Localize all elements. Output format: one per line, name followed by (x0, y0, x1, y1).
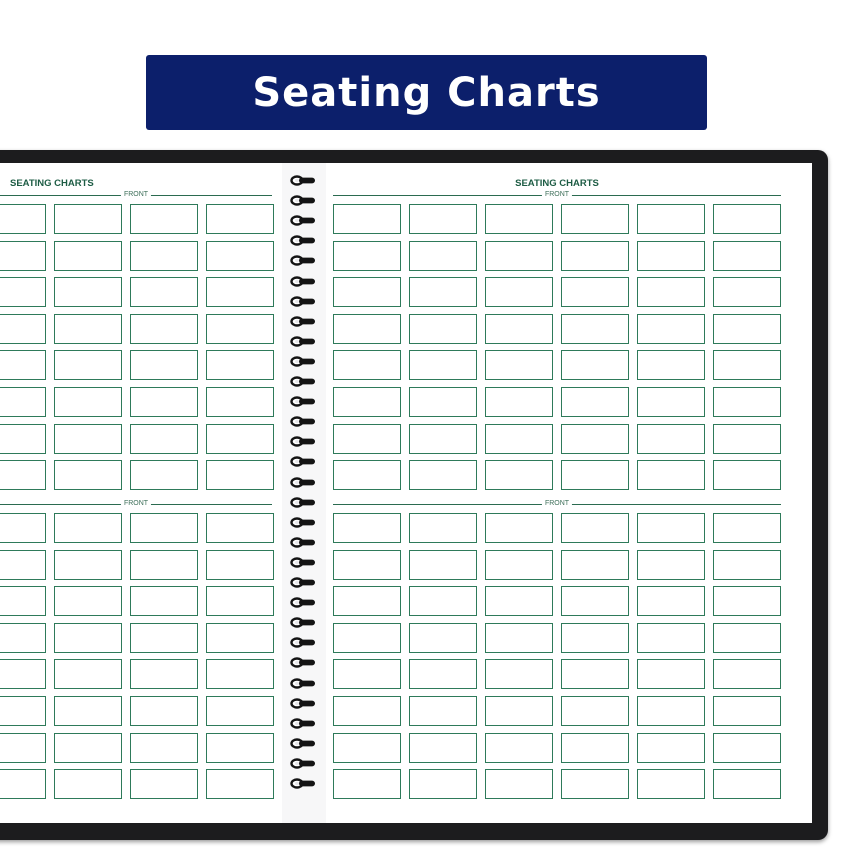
seat-box (485, 586, 553, 616)
seat-box (0, 460, 46, 490)
left-bottom-front-rule (0, 499, 272, 509)
seat-box (485, 387, 553, 417)
seat-box (713, 696, 781, 726)
seat-box (561, 733, 629, 763)
seat-box (561, 769, 629, 799)
seat-box (561, 424, 629, 454)
seat-box (485, 550, 553, 580)
front-label: FRONT (121, 499, 151, 509)
seat-box (485, 733, 553, 763)
seat-box (333, 277, 401, 307)
seat-box (713, 586, 781, 616)
seat-box (409, 424, 477, 454)
spiral-coil (290, 234, 317, 247)
seat-box (713, 424, 781, 454)
seat-box (130, 314, 198, 344)
seat-box (713, 460, 781, 490)
seat-box (0, 769, 46, 799)
seat-box (130, 659, 198, 689)
left-page-title: SEATING CHARTS (10, 178, 94, 189)
spiral-coil (290, 435, 317, 448)
seat-box (561, 586, 629, 616)
seat-box (409, 659, 477, 689)
spiral-coil (290, 275, 317, 288)
seat-box (713, 277, 781, 307)
spiral-coil (290, 516, 317, 529)
banner-title: Seating Charts (252, 69, 601, 116)
seat-box (333, 241, 401, 271)
spiral-coil (290, 375, 317, 388)
seat-box (0, 513, 46, 543)
seat-box (485, 204, 553, 234)
seat-box (130, 460, 198, 490)
seat-box (637, 241, 705, 271)
seat-box (561, 460, 629, 490)
seat-box (713, 623, 781, 653)
seat-box (54, 513, 122, 543)
seat-box (637, 424, 705, 454)
seat-box (0, 623, 46, 653)
seat-box (0, 733, 46, 763)
spiral-coil (290, 415, 317, 428)
spiral-coil (290, 737, 317, 750)
seat-box (637, 460, 705, 490)
seat-box (637, 659, 705, 689)
seat-box (333, 659, 401, 689)
seat-box (206, 550, 274, 580)
seat-box (333, 387, 401, 417)
seat-box (713, 550, 781, 580)
seat-box (206, 696, 274, 726)
seat-box (409, 550, 477, 580)
seat-box (561, 550, 629, 580)
seat-box (561, 277, 629, 307)
seat-box (206, 513, 274, 543)
seat-box (409, 733, 477, 763)
spiral-coil (290, 636, 317, 649)
seat-box (206, 424, 274, 454)
seat-box (485, 350, 553, 380)
seat-box (637, 204, 705, 234)
seat-box (333, 460, 401, 490)
seat-box (130, 513, 198, 543)
seat-box (485, 277, 553, 307)
seat-box (54, 387, 122, 417)
seat-box (0, 586, 46, 616)
seat-box (561, 314, 629, 344)
seat-box (206, 586, 274, 616)
seat-box (409, 314, 477, 344)
spiral-coil (290, 677, 317, 690)
seat-box (130, 550, 198, 580)
seat-box (485, 241, 553, 271)
seat-box (713, 659, 781, 689)
seat-box (637, 350, 705, 380)
seat-box (333, 204, 401, 234)
seat-box (54, 350, 122, 380)
seat-box (0, 387, 46, 417)
spiral-coil (290, 395, 317, 408)
spiral-coil (290, 556, 317, 569)
seat-box (713, 314, 781, 344)
seat-box (637, 623, 705, 653)
seat-box (130, 424, 198, 454)
seat-box (0, 424, 46, 454)
seat-box (130, 277, 198, 307)
spiral-coil (290, 476, 317, 489)
right-bottom-front-rule (333, 499, 781, 509)
seat-box (333, 733, 401, 763)
seat-box (409, 277, 477, 307)
seat-box (713, 387, 781, 417)
seat-box (485, 513, 553, 543)
seat-box (54, 733, 122, 763)
seat-box (637, 586, 705, 616)
seat-box (485, 460, 553, 490)
seat-box (409, 696, 477, 726)
spiral-coil (290, 315, 317, 328)
seat-box (561, 241, 629, 271)
seat-box (333, 769, 401, 799)
seat-box (485, 424, 553, 454)
seat-box (0, 277, 46, 307)
seat-box (206, 733, 274, 763)
seat-box (206, 350, 274, 380)
seat-box (333, 314, 401, 344)
right-page-title: SEATING CHARTS (515, 178, 599, 189)
seat-box (561, 350, 629, 380)
left-top-front-rule (0, 190, 272, 200)
seat-box (637, 733, 705, 763)
seat-box (206, 387, 274, 417)
spiral-coil (290, 455, 317, 468)
spiral-coil (290, 335, 317, 348)
seat-box (333, 513, 401, 543)
spiral-coil (290, 536, 317, 549)
seat-box (409, 623, 477, 653)
seat-box (130, 623, 198, 653)
seat-box (409, 241, 477, 271)
seat-box (0, 550, 46, 580)
seat-box (713, 513, 781, 543)
seat-box (485, 314, 553, 344)
spiral-coil (290, 355, 317, 368)
spiral-coil (290, 717, 317, 730)
seat-box (485, 623, 553, 653)
seat-box (333, 696, 401, 726)
seat-box (54, 550, 122, 580)
seat-box (54, 241, 122, 271)
seat-box (0, 314, 46, 344)
front-label: FRONT (121, 190, 151, 200)
spiral-coil (290, 596, 317, 609)
seat-box (0, 204, 46, 234)
seat-box (54, 277, 122, 307)
seat-box (637, 387, 705, 417)
seat-box (206, 241, 274, 271)
seat-box (206, 204, 274, 234)
seat-box (485, 696, 553, 726)
front-label: FRONT (542, 190, 572, 200)
seat-box (637, 696, 705, 726)
seat-box (130, 586, 198, 616)
spiral-coil (290, 254, 317, 267)
seat-box (333, 350, 401, 380)
seat-box (713, 769, 781, 799)
right-top-front-rule (333, 190, 781, 200)
seat-box (333, 586, 401, 616)
seat-box (54, 586, 122, 616)
seat-box (409, 586, 477, 616)
seat-box (637, 277, 705, 307)
seat-box (409, 350, 477, 380)
spiral-coil (290, 496, 317, 509)
seat-box (561, 513, 629, 543)
seat-box (54, 659, 122, 689)
seat-box (713, 204, 781, 234)
seat-box (637, 513, 705, 543)
seat-box (713, 241, 781, 271)
seat-box (333, 623, 401, 653)
seat-box (409, 460, 477, 490)
spiral-coil (290, 757, 317, 770)
seat-box (130, 204, 198, 234)
seat-box (130, 769, 198, 799)
seat-box (561, 659, 629, 689)
spiral-coil (290, 697, 317, 710)
spiral-coil (290, 194, 317, 207)
spiral-coil (290, 295, 317, 308)
seat-box (54, 696, 122, 726)
seat-box (713, 733, 781, 763)
seat-box (637, 769, 705, 799)
seat-box (637, 550, 705, 580)
seat-box (637, 314, 705, 344)
seat-box (206, 277, 274, 307)
seat-box (130, 733, 198, 763)
seat-box (409, 387, 477, 417)
seat-box (409, 769, 477, 799)
seat-box (0, 241, 46, 271)
spiral-coil (290, 656, 317, 669)
seat-box (54, 623, 122, 653)
seat-box (409, 513, 477, 543)
spiral-coil (290, 174, 317, 187)
seat-box (130, 241, 198, 271)
seat-box (54, 314, 122, 344)
seat-box (561, 696, 629, 726)
front-label: FRONT (542, 499, 572, 509)
seat-box (485, 769, 553, 799)
seat-box (333, 424, 401, 454)
seat-box (561, 623, 629, 653)
seat-box (0, 696, 46, 726)
seat-box (130, 350, 198, 380)
seat-box (0, 350, 46, 380)
seat-box (485, 659, 553, 689)
seat-box (561, 204, 629, 234)
seat-box (713, 350, 781, 380)
seat-box (54, 204, 122, 234)
seat-box (409, 204, 477, 234)
seat-box (206, 460, 274, 490)
spiral-coil (290, 777, 317, 790)
seat-box (206, 659, 274, 689)
seat-box (0, 659, 46, 689)
spiral-coil (290, 576, 317, 589)
seat-box (54, 769, 122, 799)
seat-box (130, 387, 198, 417)
spiral-coil (290, 616, 317, 629)
seat-box (54, 460, 122, 490)
seat-box (206, 623, 274, 653)
seat-box (333, 550, 401, 580)
seat-box (130, 696, 198, 726)
seat-box (561, 387, 629, 417)
seat-box (54, 424, 122, 454)
seat-box (206, 769, 274, 799)
spiral-coil (290, 214, 317, 227)
title-banner (146, 55, 707, 130)
seat-box (206, 314, 274, 344)
